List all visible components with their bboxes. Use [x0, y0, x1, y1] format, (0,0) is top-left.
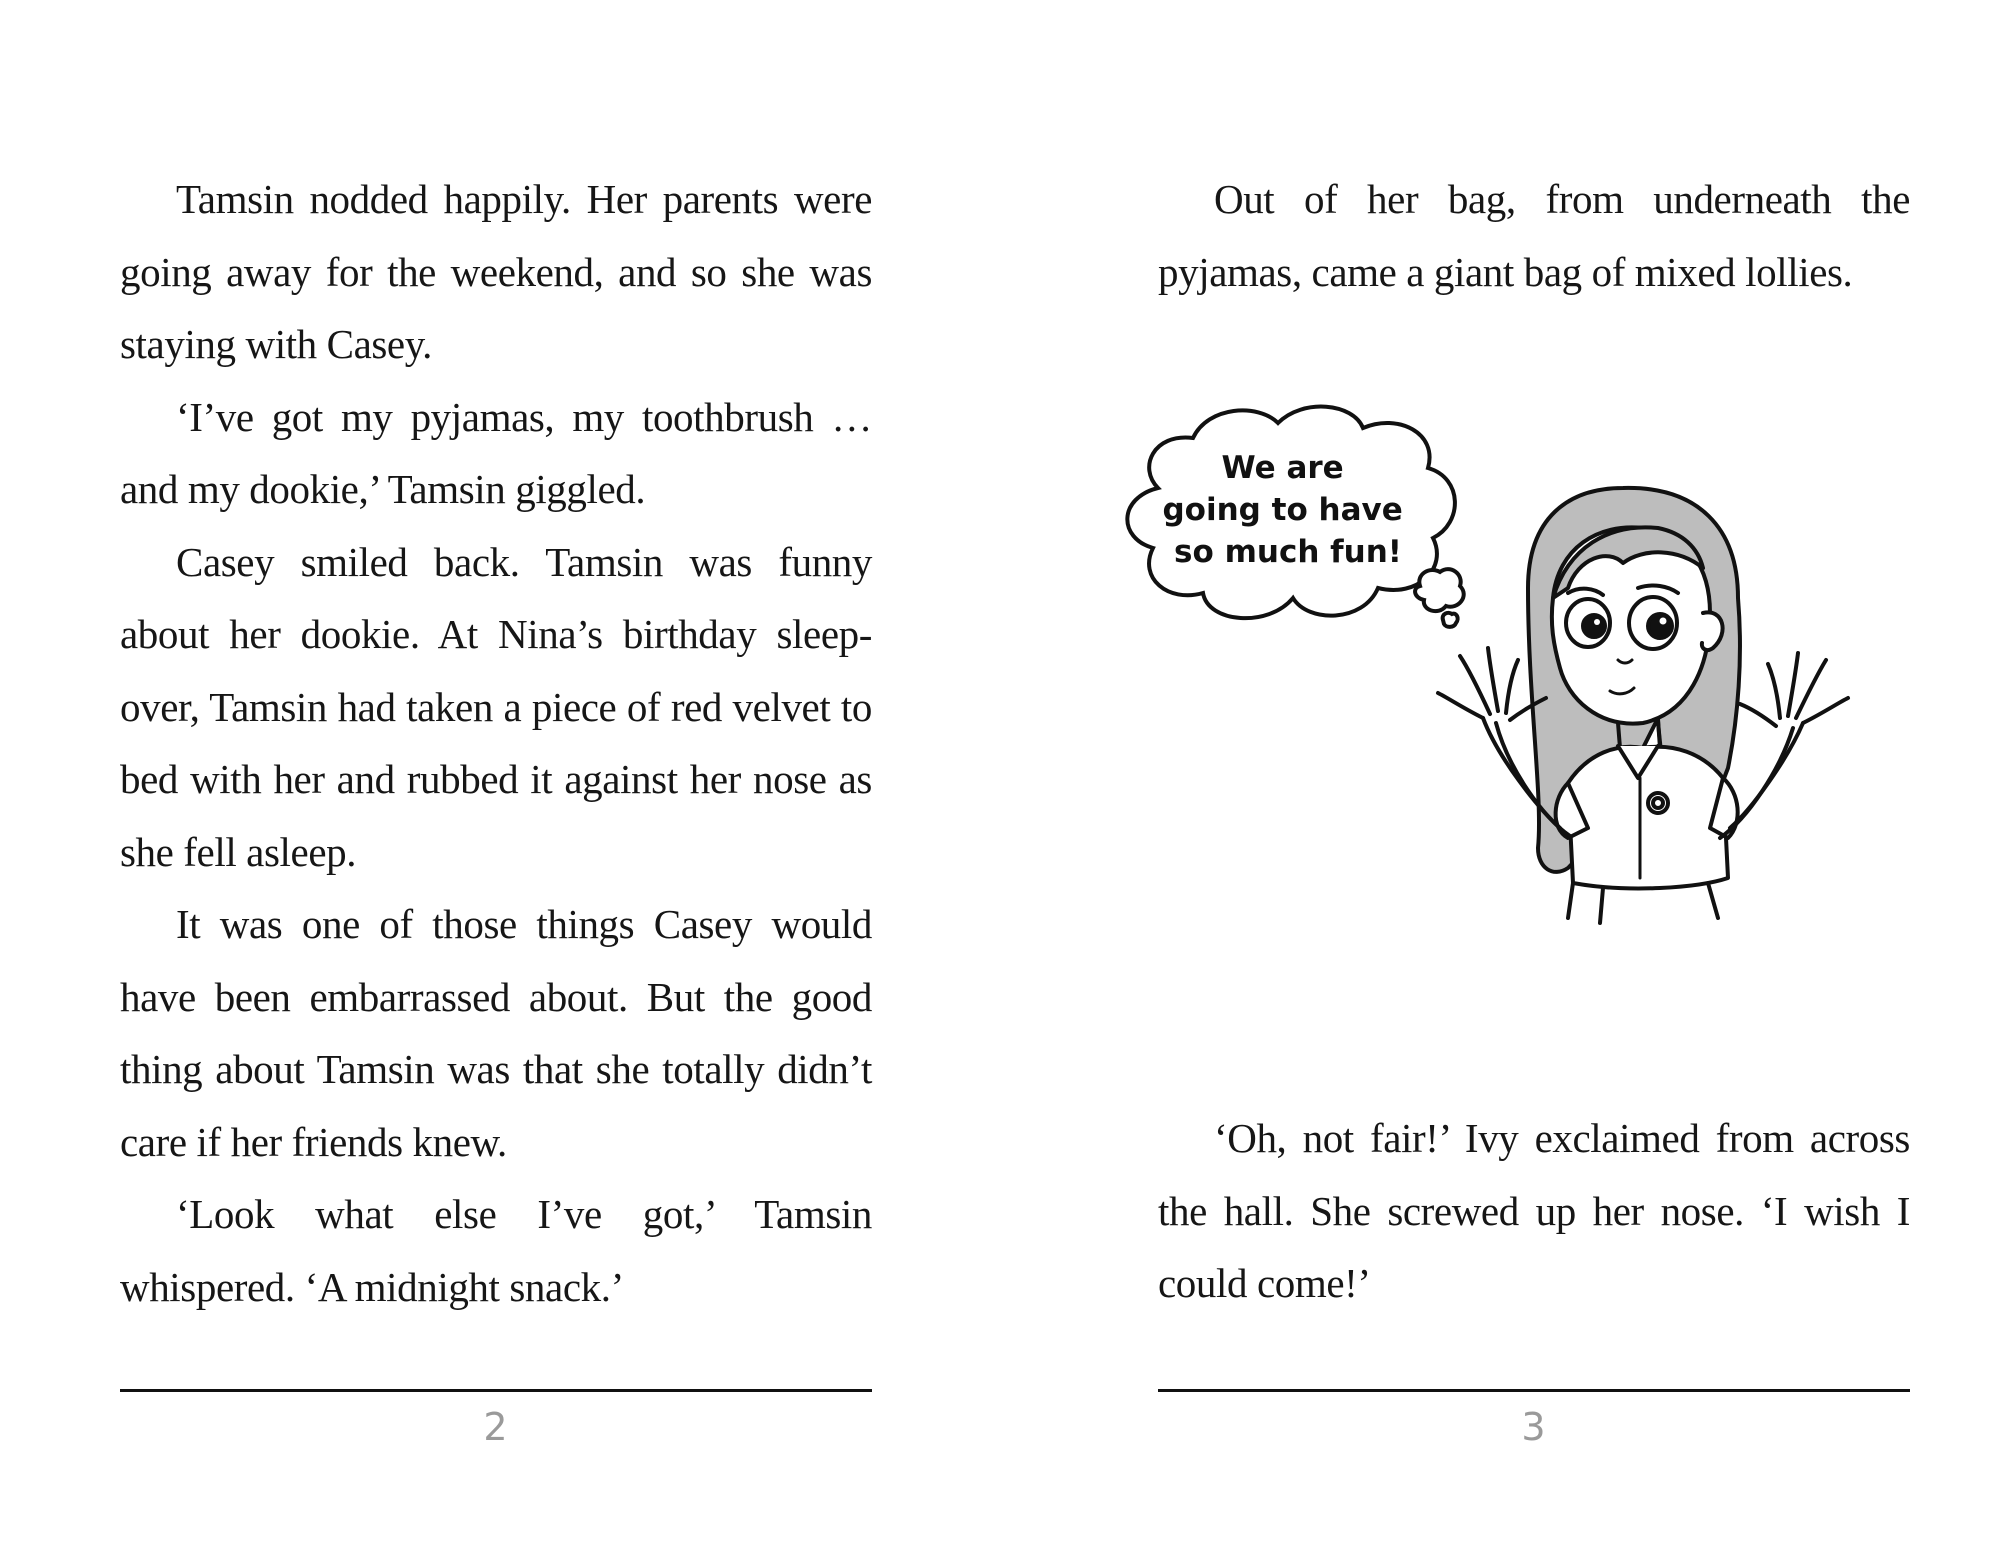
page-number: 2	[483, 1405, 509, 1449]
right-page-text-top	[1158, 163, 1910, 308]
paragraph: It was one of those things Casey would have been embarrassed about. But the good thing about Tamsin was that she totally didn’t care if her friends knew.	[120, 901, 872, 1165]
footer-rule	[1158, 1389, 1910, 1392]
paragraph: Tamsin nodded happily. Her parents were going away for the weekend, and so she was staying with Casey.	[120, 176, 872, 367]
paragraph: ‘I’ve got my pyjamas, my toothbrush … and my dookie,’ Tamsin giggled.	[120, 393, 872, 512]
right-page-text-bottom	[1158, 1102, 1910, 1320]
thought-bubble-text: We are going to have so much fun!	[1162, 450, 1403, 570]
page-number: 3	[1521, 1405, 1547, 1449]
right-page	[1158, 0, 1918, 1560]
left-page	[120, 0, 880, 1560]
paragraph: Out of her bag, from underneath the pyjamas, came a giant bag of mixed lollies.	[1158, 176, 1910, 295]
footer-rule	[120, 1389, 872, 1392]
paragraph: ‘Look what else I’ve got,’ Tamsin whispered. ‘A midnight snack.’	[120, 1191, 872, 1310]
girl-thinking-icon	[1098, 398, 1898, 1078]
left-page-text	[120, 163, 872, 1323]
girl-thinking-illustration	[1098, 398, 1898, 1078]
girl	[1438, 488, 1848, 923]
paragraph: ‘Oh, not fair!’ Ivy exclaimed from across the hall. She screwed up her nose. ‘I wish I could come!’	[1158, 1115, 1910, 1306]
paragraph: Casey smiled back. Tamsin was funny about her dookie. At Nina’s birthday sleep-over, Tamsin had taken a piece of red velvet to bed with her and rubbed it against her nose as she fell asleep.	[120, 538, 872, 875]
